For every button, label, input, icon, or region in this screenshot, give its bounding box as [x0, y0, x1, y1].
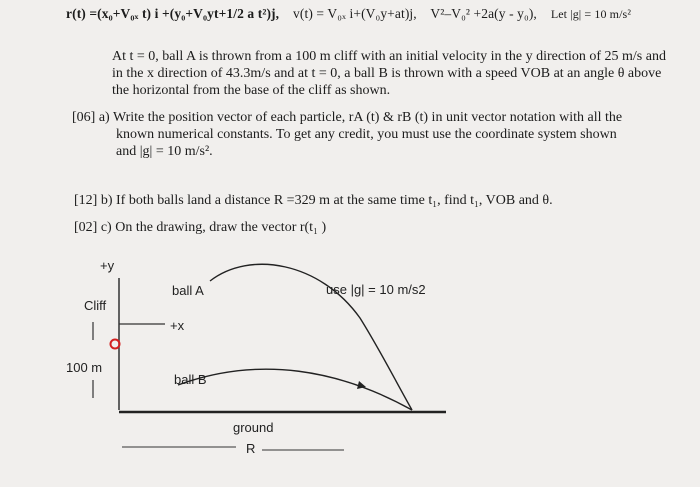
- part-a-line3: and |g| = 10 m/s².: [116, 144, 213, 159]
- ball-a-label: ball A: [172, 283, 204, 298]
- velocity-equation: v(t) = V₀ₓ i+(V₀y+at)j,: [293, 6, 417, 21]
- ground-label: ground: [233, 420, 274, 435]
- part-a-line2: known numerical constants. To get any credit, you must use the coordinate system shown: [116, 127, 617, 142]
- origin-marker: [111, 340, 120, 349]
- ball-b-label: ball B: [174, 372, 207, 387]
- part-c-text: On the drawing, draw the vector r(t₁ ): [115, 220, 327, 235]
- part-c-points: [02] c): [74, 220, 112, 235]
- gravity-note: Let |g| = 10 m/s²: [550, 7, 632, 21]
- part-a-points: [06] a): [72, 110, 110, 125]
- position-equation: r(t) =(x₀+V₀ₓ t) i +(y₀+V₀yt+1/2 a t²)j,: [66, 6, 280, 21]
- part-a-line1: Write the position vector of each particle, rA (t) & rB (t) in unit vector notation with all the: [112, 110, 623, 125]
- range-label: R: [246, 441, 256, 456]
- problem-intro: At t = 0, ball A is thrown from a 100 m cliff with an initial velocity in the y direction of 25 m/s and in the x direction of 43.3m/s and at t = 0, a ball B is thrown with a speed VOB at an angle θ above the horizontal from the base of the cliff as shown.: [112, 49, 666, 98]
- gravity-label: use |g| = 10 m/s2: [326, 282, 426, 297]
- ball-b-trajectory: [178, 369, 412, 410]
- part-b-points: [12] b): [74, 193, 113, 208]
- height-label: 100 m: [66, 360, 103, 375]
- part-b-text: If both balls land a distance R =329 m at the same time t₁, find t₁, VOB and θ.: [116, 193, 553, 208]
- velocity-squared-equation: V²–V₀² +2a(y - y₀),: [430, 6, 537, 21]
- x-axis-label: +x: [170, 318, 185, 333]
- y-axis-label: +y: [100, 258, 115, 273]
- cliff-label: Cliff: [84, 298, 107, 313]
